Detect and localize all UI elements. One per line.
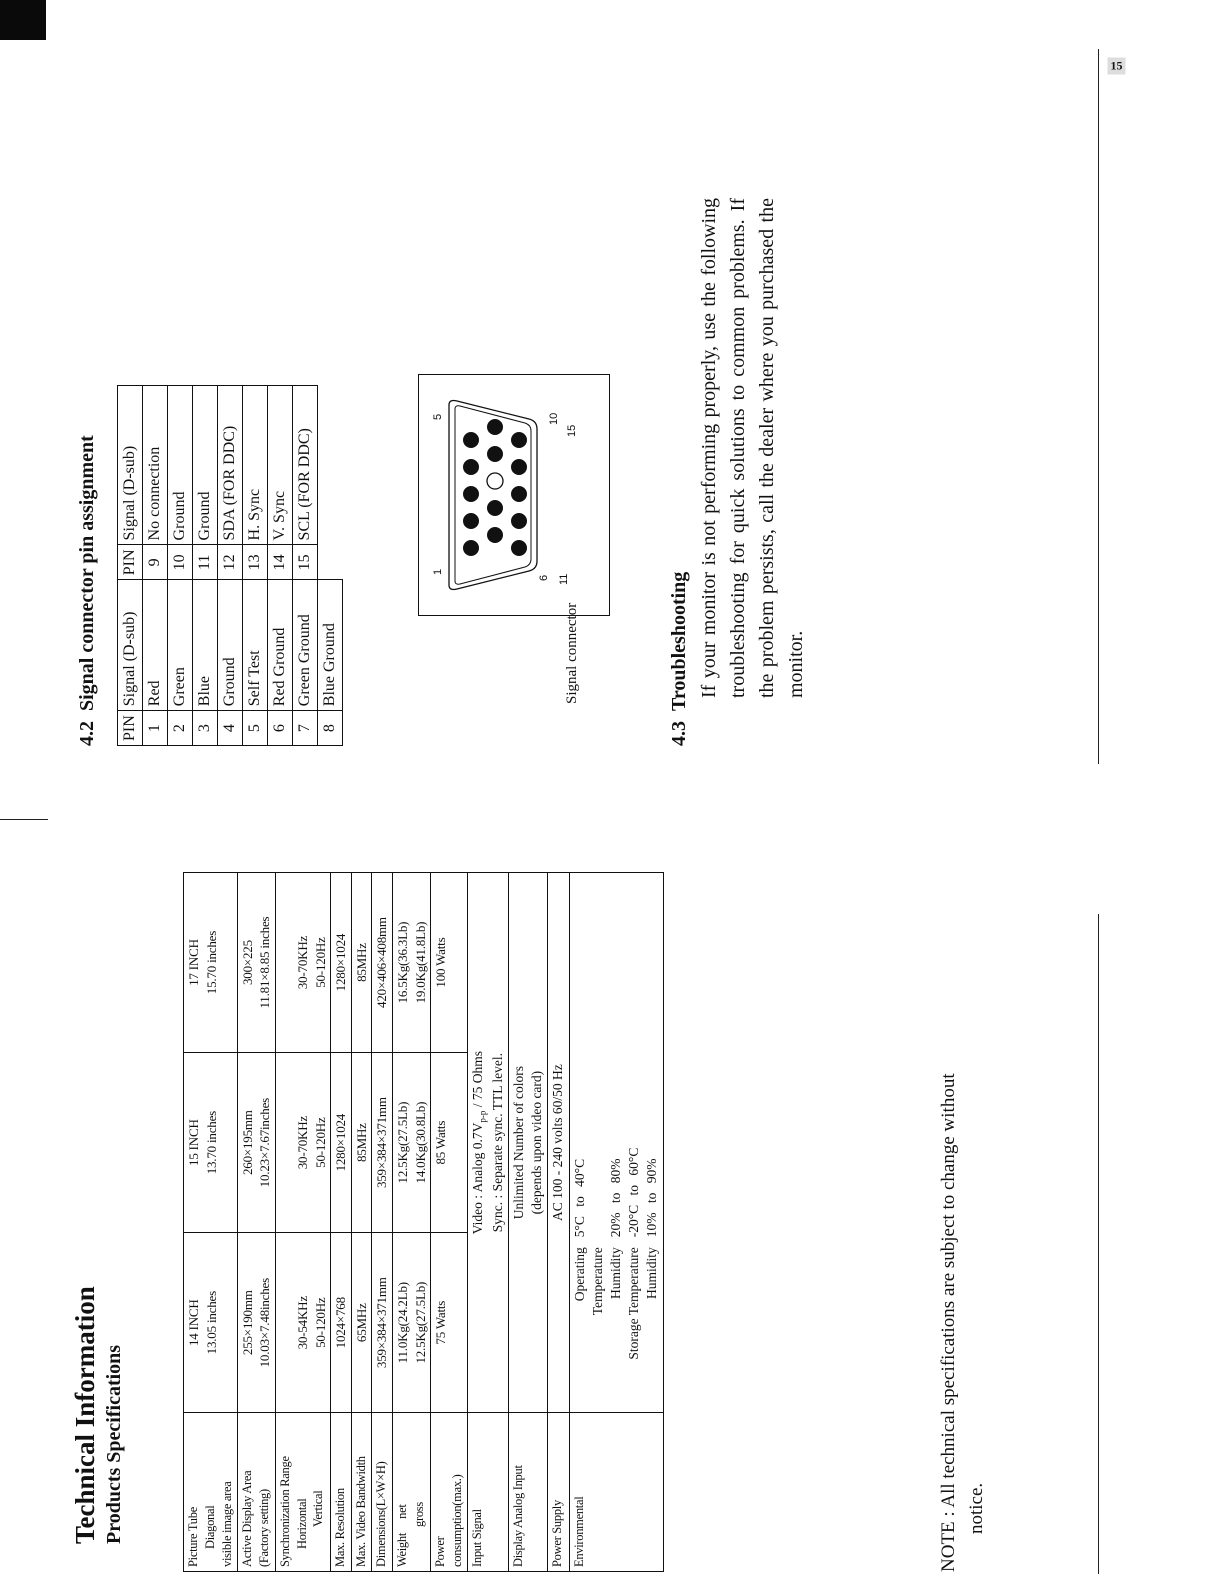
spec-value: 19.0Kg(41.8Lb)	[412, 921, 428, 1004]
pin-label-5: 5	[432, 413, 444, 420]
env-value: 5°C to 40°C	[571, 1158, 587, 1238]
table-row	[268, 386, 293, 746]
spec-sublabel: gross	[411, 1502, 426, 1527]
spec-value: 11.0Kg(24.2Lb)	[395, 1282, 410, 1364]
spec-value: 12.5Kg(27.5Lb)	[395, 1101, 410, 1184]
spec-value: 75 Watts	[431, 1233, 468, 1413]
spec-sublabel: Horizontal	[294, 1498, 309, 1549]
pin-number: 6	[268, 711, 293, 746]
pin-signal: Green Ground	[293, 580, 318, 711]
spec-value: 1280×1024	[331, 873, 352, 1053]
column-header: 17 INCH	[186, 939, 201, 986]
spec-value: 12.5Kg(27.5Lb)	[412, 1281, 428, 1364]
pin-number: 15	[293, 545, 318, 580]
pin-signal: No connection	[143, 386, 168, 545]
spec-value: 1280×1024	[331, 1053, 352, 1233]
spec-value: 13.05 inches	[203, 1291, 219, 1355]
connector-diagram	[418, 374, 610, 616]
column-header: Signal (D-sub)	[118, 580, 143, 711]
page-subtitle: Products Specifications	[103, 1344, 125, 1544]
spec-value: (depends upon video card)	[529, 1070, 545, 1215]
page-edge-tab	[0, 0, 46, 40]
spec-value: 420×406×408mm	[372, 873, 393, 1053]
spec-label: Picture Tube	[186, 1507, 200, 1567]
env-row	[571, 877, 607, 1372]
pin-signal: Green	[168, 580, 193, 711]
table-row	[331, 873, 352, 1572]
pin-number: 3	[193, 711, 218, 746]
spec-label: Max. Resolution	[331, 1413, 352, 1572]
column-header: 14 INCH	[186, 1299, 201, 1347]
spec-value: AC 100 - 240 volts 60/50 Hz	[548, 873, 569, 1413]
pin-signal: H. Sync	[243, 386, 268, 545]
spec-sublabel: (Factory setting)	[256, 1489, 271, 1567]
table-row	[168, 386, 193, 746]
pin-number: 10	[168, 545, 193, 580]
spec-value: 50-120Hz	[312, 937, 328, 988]
table-row	[218, 386, 243, 746]
spec-label: Display Analog Input	[508, 1413, 547, 1572]
column-header: PIN	[118, 711, 143, 746]
table-row	[237, 873, 275, 1572]
spec-note	[935, 872, 990, 1572]
table-row	[118, 386, 143, 746]
input-video-suffix: / 75 Ohms	[469, 1050, 485, 1111]
pin-signal: Blue Ground	[318, 580, 343, 711]
table-row	[351, 873, 372, 1572]
left-divider	[1098, 914, 1099, 1574]
table-row	[548, 873, 569, 1572]
pin-signal: Ground	[168, 386, 193, 545]
pin-number: 7	[293, 711, 318, 746]
pin-label-15: 15	[566, 424, 578, 437]
table-row	[508, 873, 547, 1572]
pin-number: 12	[218, 545, 243, 580]
spec-label: Synchronization Range	[277, 1456, 292, 1567]
input-video-text: Video : Analog 0.7V	[469, 1122, 485, 1235]
note-line: NOTE : All technical specifications are subject to change without	[938, 1073, 959, 1572]
table-row	[143, 386, 168, 746]
pin-number: 5	[243, 711, 268, 746]
spec-value: 13.70 inches	[203, 1110, 219, 1175]
spec-value: 15.70 inches	[203, 930, 219, 995]
env-key: Storage Temperature	[626, 1247, 642, 1360]
table-row	[467, 873, 508, 1572]
env-row	[643, 877, 661, 1372]
column-header: Signal (D-sub)	[118, 386, 143, 545]
pin-signal: Blue	[193, 580, 218, 711]
spec-value: 30-70KHz	[295, 1116, 311, 1170]
spec-sublabel: consumption(max.)	[449, 1474, 464, 1567]
spec-value: 30-70KHz	[295, 935, 311, 990]
table-row	[569, 873, 663, 1572]
spec-sublabel: visible image area	[219, 1481, 234, 1567]
page-number: 15	[1108, 58, 1126, 75]
spec-sublabel: Vertical	[311, 1490, 326, 1527]
center-mark	[0, 819, 48, 820]
env-key: Humidity	[607, 1247, 623, 1299]
table-row	[275, 873, 331, 1572]
section-number: 4.2	[76, 721, 98, 746]
spec-value: 260×195mm	[239, 1110, 255, 1176]
column-header: PIN	[118, 545, 143, 580]
pin-signal: Red Ground	[268, 580, 293, 711]
pin-number: 11	[193, 545, 218, 580]
pin-signal: Ground	[218, 580, 243, 711]
page-title: Technical Information	[70, 1286, 100, 1544]
spec-value: 30-54KHz	[295, 1296, 311, 1350]
pin-signal: Self Test	[243, 580, 268, 711]
section-4-2-heading	[76, 435, 99, 746]
spec-value	[469, 877, 489, 1408]
spec-value: 100 Watts	[431, 873, 468, 1053]
spec-label: Active Display Area	[239, 1470, 254, 1567]
note-line: notice.	[965, 1482, 987, 1534]
spec-value: 50-120Hz	[312, 1297, 328, 1348]
spec-value: 300×225	[239, 940, 255, 986]
specifications-table	[183, 872, 664, 1572]
column-header: 15 INCH	[186, 1119, 201, 1166]
spec-value: 10.23×7.67inches	[257, 1097, 273, 1188]
pin-number: 14	[268, 545, 293, 580]
table-row	[243, 386, 268, 746]
pin-signal: V. Sync	[268, 386, 293, 545]
spec-label: Power Supply	[548, 1413, 569, 1572]
pin-number: 2	[168, 711, 193, 746]
section-title: Signal connector pin assignment	[76, 435, 98, 711]
table-row	[318, 386, 343, 746]
pin-signal: SCL (FOR DDC)	[293, 386, 318, 545]
pin-signal: Red	[143, 580, 168, 711]
pin-number: 4	[218, 711, 243, 746]
pin-number: 8	[318, 711, 343, 746]
env-value: -20°C to 60°C	[626, 1147, 642, 1238]
table-row	[184, 873, 238, 1572]
pin-signal: SDA (FOR DDC)	[218, 386, 243, 545]
spec-label: Environmental	[569, 1413, 663, 1572]
spec-value: 359×384×371mm	[372, 1053, 393, 1233]
section-number: 4.3	[668, 721, 690, 746]
pin-signal: Ground	[193, 386, 218, 545]
pin-number: 1	[143, 711, 168, 746]
spec-sublabel: net	[395, 1504, 409, 1519]
spec-label: Power	[433, 1536, 448, 1567]
spec-value: 1024×768	[331, 1233, 352, 1413]
spec-value: 85MHz	[351, 1053, 372, 1233]
pin-label-10: 10	[548, 412, 560, 425]
troubleshooting-text: If your monitor is not performing properly, use the following troubleshooting for quick solutions to common problems. If the problem persists, call the dealer where you purchased the monitor.	[698, 198, 807, 698]
spec-label: Input Signal	[467, 1413, 508, 1572]
spec-label: Dimensions(L×W×H)	[372, 1413, 393, 1572]
table-row	[193, 386, 218, 746]
pin-label-6: 6	[538, 574, 550, 581]
pin-number: 9	[143, 545, 168, 580]
spec-value: 11.81×8.85 inches	[257, 916, 273, 1009]
spec-value: 255×190mm	[239, 1290, 255, 1356]
dsub-connector-icon	[419, 375, 609, 615]
env-row	[625, 877, 643, 1372]
spec-value: 359×384×371mm	[372, 1233, 393, 1413]
spec-value: Unlimited Number of colors	[510, 1065, 526, 1220]
env-key: Operating Temperature	[571, 1247, 605, 1316]
input-video-sub: p-p	[477, 1110, 488, 1123]
spec-value: 16.5Kg(36.3Lb)	[395, 921, 410, 1004]
pin-number: 13	[243, 545, 268, 580]
section-title: Troubleshooting	[668, 571, 690, 711]
section-4-3-heading	[668, 572, 691, 746]
pin-label-1: 1	[432, 568, 444, 575]
spec-value: Sync. : Separate sync. TTL level.	[489, 1053, 505, 1233]
spec-label: Weight	[395, 1533, 409, 1567]
table-row	[293, 386, 318, 746]
spec-value: 85MHz	[351, 873, 372, 1053]
env-row	[607, 877, 625, 1372]
connector-caption: Signal connector	[564, 602, 580, 704]
pin-assignment-table	[117, 385, 343, 746]
spec-value: 10.03×7.48inches	[257, 1278, 273, 1368]
spec-value: 85 Watts	[431, 1053, 468, 1233]
spec-value: 50-120Hz	[312, 1117, 328, 1168]
spec-label: Max. Video Bandwidth	[351, 1413, 372, 1572]
env-value: 10% to 90%	[644, 1158, 660, 1238]
right-divider	[1098, 49, 1099, 764]
table-row	[393, 873, 431, 1572]
spec-value: 14.0Kg(30.8Lb)	[412, 1101, 428, 1184]
table-row	[372, 873, 393, 1572]
spec-sublabel: Diagonal	[202, 1505, 217, 1549]
env-key: Humidity	[644, 1247, 660, 1299]
pin-label-11: 11	[558, 573, 570, 585]
env-value: 20% to 80%	[607, 1158, 623, 1238]
table-row	[431, 873, 468, 1572]
spec-value: 65MHz	[351, 1233, 372, 1413]
